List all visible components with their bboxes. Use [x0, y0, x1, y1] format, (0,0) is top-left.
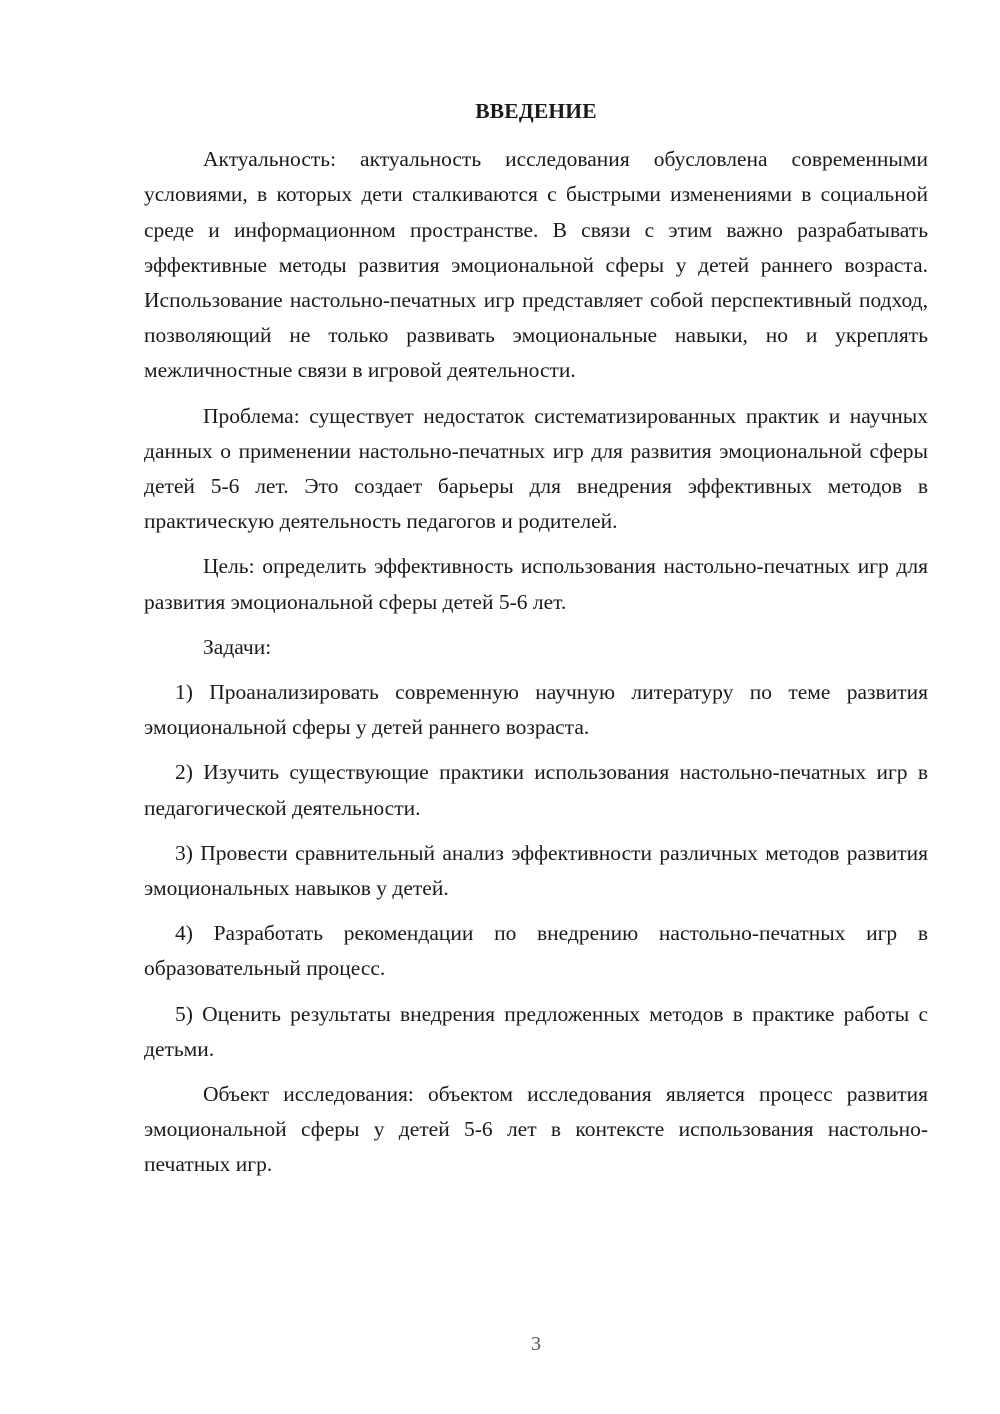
problem-paragraph: Проблема: существует недостаток систематизированных практик и научных данных о применении настольно-печатных игр для развития эмоциональной сферы детей 5-6 лет. Это создает барьеры для внедрения эффективных методов в практическую деятельность педагогов и родителей.	[144, 403, 928, 534]
task-item-3: 3) Провести сравнительный анализ эффективности различных методов развития эмоциональных навыков у детей.	[144, 840, 928, 901]
object-paragraph: Объект исследования: объектом исследования является процесс развития эмоциональной сферы у детей 5-6 лет в контексте использования настольно-печатных игр.	[144, 1082, 928, 1177]
task-item-1: 1) Проанализировать современную научную литературу по теме развития эмоциональной сферы у детей раннего возраста.	[144, 680, 928, 740]
document-page	[144, 94, 928, 1193]
task-item-2: 2) Изучить существующие практики использования настольно-печатных игр в педагогической деятельности.	[144, 760, 928, 820]
tasks-heading: Задачи:	[203, 634, 272, 659]
page-title: ВВЕДЕНИЕ	[475, 99, 597, 123]
relevance-paragraph: Актуальность: актуальность исследования обусловлена современными условиями, в которых дети сталкиваются с быстрыми изменениями в социальной среде и информационном пространстве. В связи с этим важно разрабатывать эффективные методы развития эмоциональной сферы у детей раннего возраста. Использование настольно-печатных игр представляет собой перспективный подход, позволяющий не только развивать эмоциональные навыки, но и укреплять межличностные связи в игровой деятельности.	[144, 147, 928, 383]
task-item-4: 4) Разработать рекомендации по внедрению настольно-печатных игр в образовательный процесс.	[144, 921, 928, 981]
page-number: 3	[531, 1333, 541, 1355]
goal-paragraph: Цель: определить эффективность использования настольно-печатных игр для развития эмоциональной сферы детей 5-6 лет.	[144, 554, 928, 614]
task-item-5: 5) Оценить результаты внедрения предложенных методов в практике работы с детьми.	[144, 1001, 928, 1061]
